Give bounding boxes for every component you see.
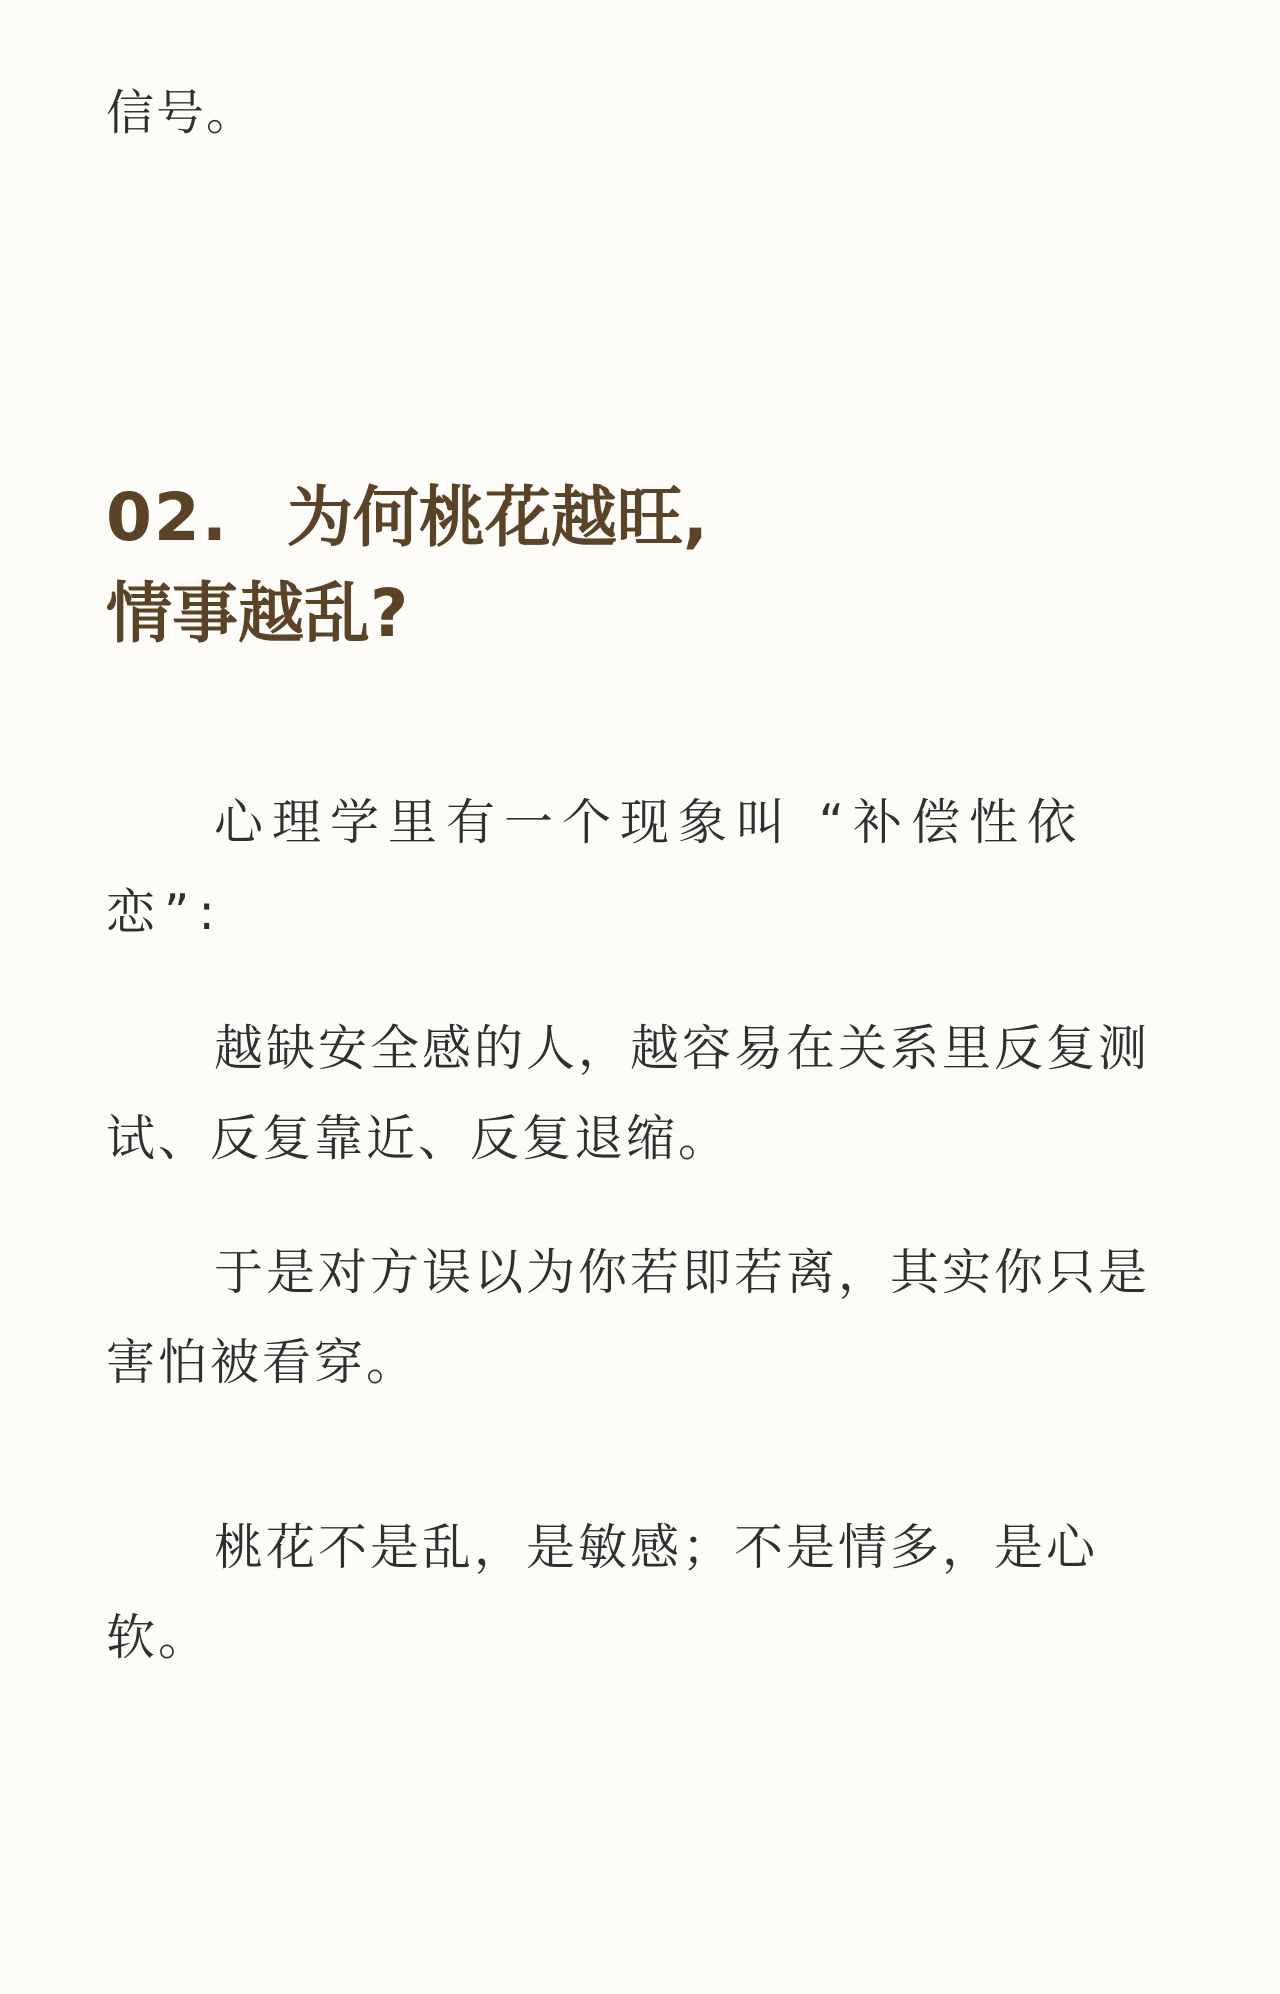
paragraph: 于是对方误以为你若即若离，其实你只是害怕被看穿。 [106,1244,1151,1391]
leading-text-fragment: 信号。 [106,85,257,141]
paragraph: 桃花不是乱，是敏感；不是情多，是心软。 [106,1519,1099,1666]
section-title-line1: 为何桃花越旺, [286,479,708,556]
section-number: 02. [106,479,229,556]
paragraph: 心理学里有一个现象叫 “补偿性依恋”: [106,794,1085,941]
paragraph: 越缺安全感的人，越容易在关系里反复测试、反复靠近、反复退缩。 [106,1020,1151,1167]
section-heading [106,470,1206,662]
section-title-line2: 情事越乱? [106,575,409,652]
